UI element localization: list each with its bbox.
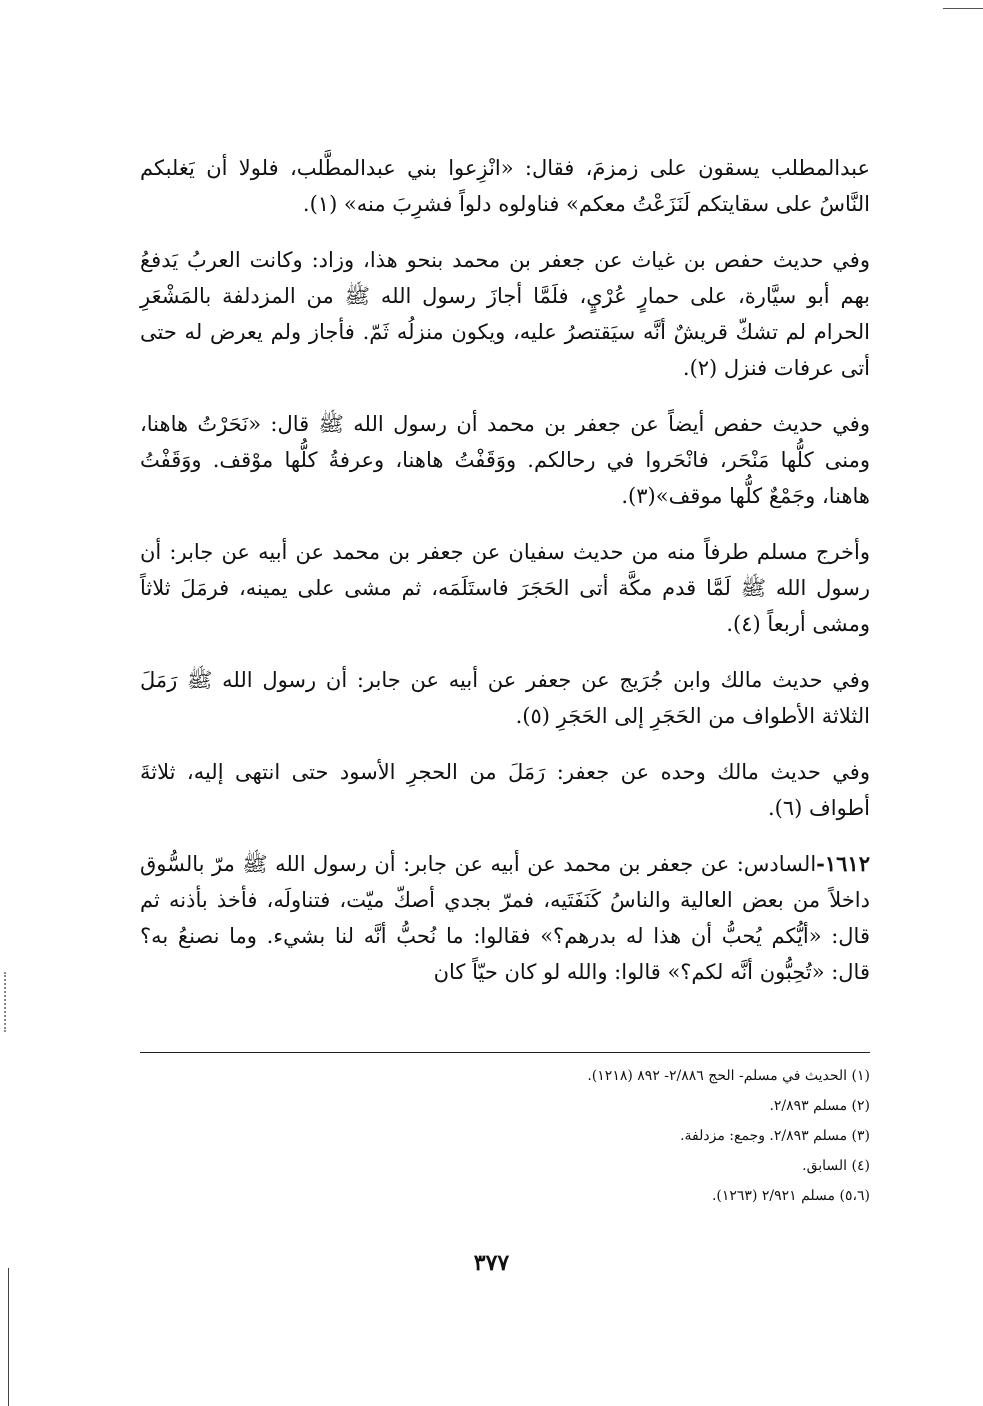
main-text	[140, 150, 870, 990]
scan-edge-line	[8, 1268, 9, 1406]
paragraph: وفي حديث مالك وابن جُرَيج عن جعفر عن أبيه عن جابر: أن رسول الله ﷺ رَمَلَ الثلاثة الأطواف من الحَجَرِ إلى الحَجَرِ (٥).	[140, 668, 870, 728]
hadith-text: السادس: عن جعفر بن محمد عن أبيه عن جابر: أن رسول الله ﷺ مرّ بالسُّوق داخلاً من بعض العالية والناسُ كَنَفَتَيه، فمرّ بجدي أصكّ ميّت، فتناولَه، فأخذ بأذنه ثم قال: «أيُّكم يُحبُّ أن هذا له بدرهم؟» فقالوا: ما نُحبُّ أنَّه لنا بشيء. وما نصنعُ به؟ قال: «تُحِبُّون أنَّه لكم؟» قالوا: والله لو كان حيّاً كان	[140, 852, 870, 984]
paragraph: وفي حديث حفص بن غياث عن جعفر بن محمد بنحو هذا، وزاد: وكانت العربُ يَدفعُ بهم أبو سيَّارة، على حمارٍ عُرْيٍ، فلَمَّا أجازَ رسول الله ﷺ من المزدلفة بالمَشْعَرِ الحرام لم تشكّ قريشٌ أنَّه سيَقتصرُ عليه، ويكون منزلُه ثَمّ. فأجاز ولم يعرض له حتى أتى عرفات فنزل (٢).	[140, 248, 870, 380]
footnote: (٥،٦) مسلم ٢/٩٢١ (١٢٦٣).	[711, 1188, 870, 1204]
paragraph: وفي حديث مالك وحده عن جعفر: رَمَلَ من الحجرِ الأسود حتى انتهى إليه، ثلاثةَ أطواف (٦).	[140, 760, 870, 820]
scan-margin-dots	[4, 972, 8, 1032]
page-number: ٣٧٧	[473, 1250, 510, 1276]
hadith-number: ١٦١٢-	[816, 851, 870, 876]
hadith-paragraph	[140, 846, 870, 990]
paragraph: عبدالمطلب يسقون على زمزمَ، فقال: «انْزِعوا بني عبدالمطَّلب، فلولا أن يَغلبكم النَّاسُ على سقايتكم لَنَزَعْتُ معكم» فناولوه دلواً فشرِبَ منه» (١).	[140, 156, 870, 216]
footnotes	[140, 1052, 870, 1211]
paragraph: وأخرج مسلم طرفاً منه من حديث سفيان عن جعفر بن محمد عن أبيه عن جابر: أن رسول الله ﷺ لَمَّا قدم مكَّة أتى الحَجَرَ فاستَلَمَه، ثم مشى على يمينه، فرمَلَ ثلاثاً ومشى أربعاً (٤).	[140, 540, 870, 636]
top-edge-rule	[943, 8, 983, 9]
footnote: (١) الحديث في مسلم- الحج ٢/٨٨٦- ٨٩٢ (١٢١٨).	[587, 1068, 870, 1084]
footnote: (٢) مسلم ٢/٨٩٣.	[769, 1098, 870, 1114]
footnote: (٣) مسلم ٢/٨٩٣. وجمع: مزدلفة.	[680, 1128, 870, 1144]
footnote: (٤) السابق.	[802, 1158, 870, 1174]
paragraph: وفي حديث حفص أيضاً عن جعفر بن محمد أن رسول الله ﷺ قال: «نَحَرْتُ هاهنا، ومنى كلُّها مَنْحَر، فانْحَروا في رحالكم. ووَقَفْتُ هاهنا، وعرفةُ كلُّها موْقف. ووَقَفْتُ هاهنا، وجَمْعٌ كلُّها موقف»(٣).	[140, 412, 870, 508]
